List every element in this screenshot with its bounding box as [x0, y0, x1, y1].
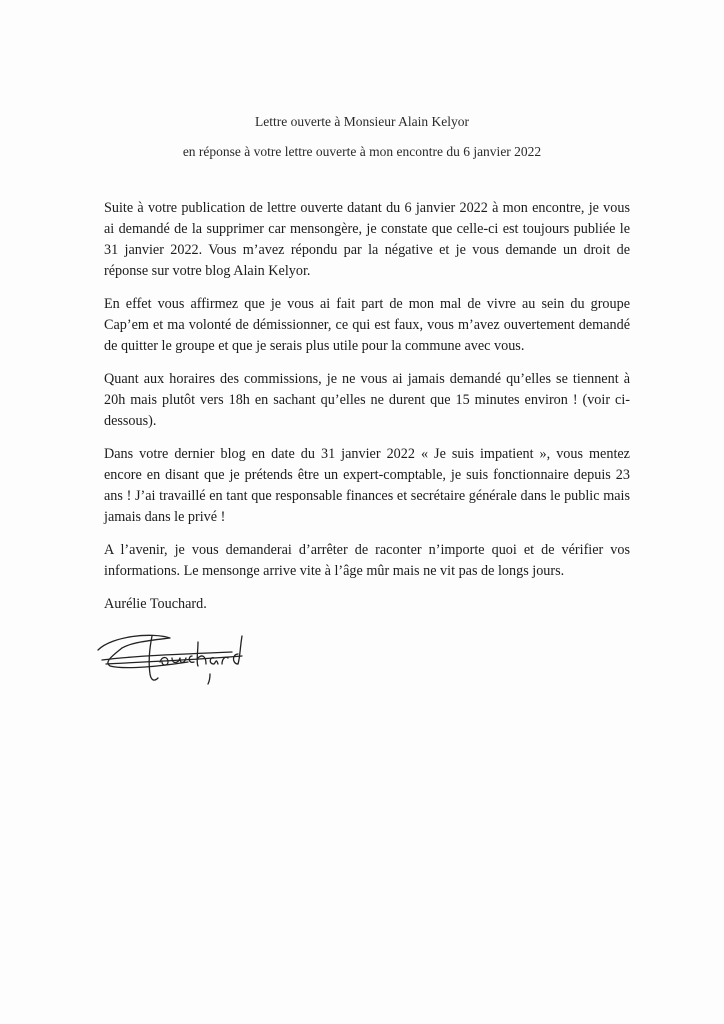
signature-name: Aurélie Touchard. — [104, 596, 207, 612]
paragraph-1: Suite à votre publication de lettre ouverte datant du 6 janvier 2022 à mon encontre, je vous ai demandé de la supprimer car mensongère, je constate que celle-ci est toujours publiée le 31 janvier 2022. Vous m’avez répondu par la négative et je vous demande un droit de réponse sur votre blog Alain Kelyor. — [104, 200, 630, 279]
letter-title: Lettre ouverte à Monsieur Alain Kelyor — [254, 114, 470, 129]
paragraph-3: Quant aux horaires des commissions, je ne vous ai jamais demandé qu’elles se tiennent à 20h mais plutôt vers 18h en sachant qu’elles ne durent que 15 minutes environ ! (voir ci-dessous). — [104, 371, 630, 429]
handwritten-signature — [92, 622, 252, 688]
paragraph-4: Dans votre dernier blog en date du 31 janvier 2022 « Je suis impatient », vous mentez encore en disant que je prétends être un expert-comptable, je suis fonctionnaire depuis 23 ans ! J’ai travaillé en tant que responsable finances et secrétaire générale dans le public mais jamais dans le privé ! — [104, 446, 630, 525]
letter-body — [104, 198, 630, 594]
letter-subtitle: en réponse à votre lettre ouverte à mon encontre du 6 janvier 2022 — [182, 144, 542, 159]
paragraph-2: En effet vous affirmez que je vous ai fait part de mon mal de vivre au sein du groupe Cap’em et ma volonté de démissionner, ce qui est faux, vous m’avez ouvertement demandé de quitter le groupe et que je serais plus utile pour la commune avec vous. — [104, 296, 630, 354]
paragraph-5: A l’avenir, je vous demanderai d’arrêter de raconter n’importe quoi et de vérifier vos informations. Le mensonge arrive vite à l’âge mûr mais ne vit pas de longs jours. — [104, 542, 630, 579]
